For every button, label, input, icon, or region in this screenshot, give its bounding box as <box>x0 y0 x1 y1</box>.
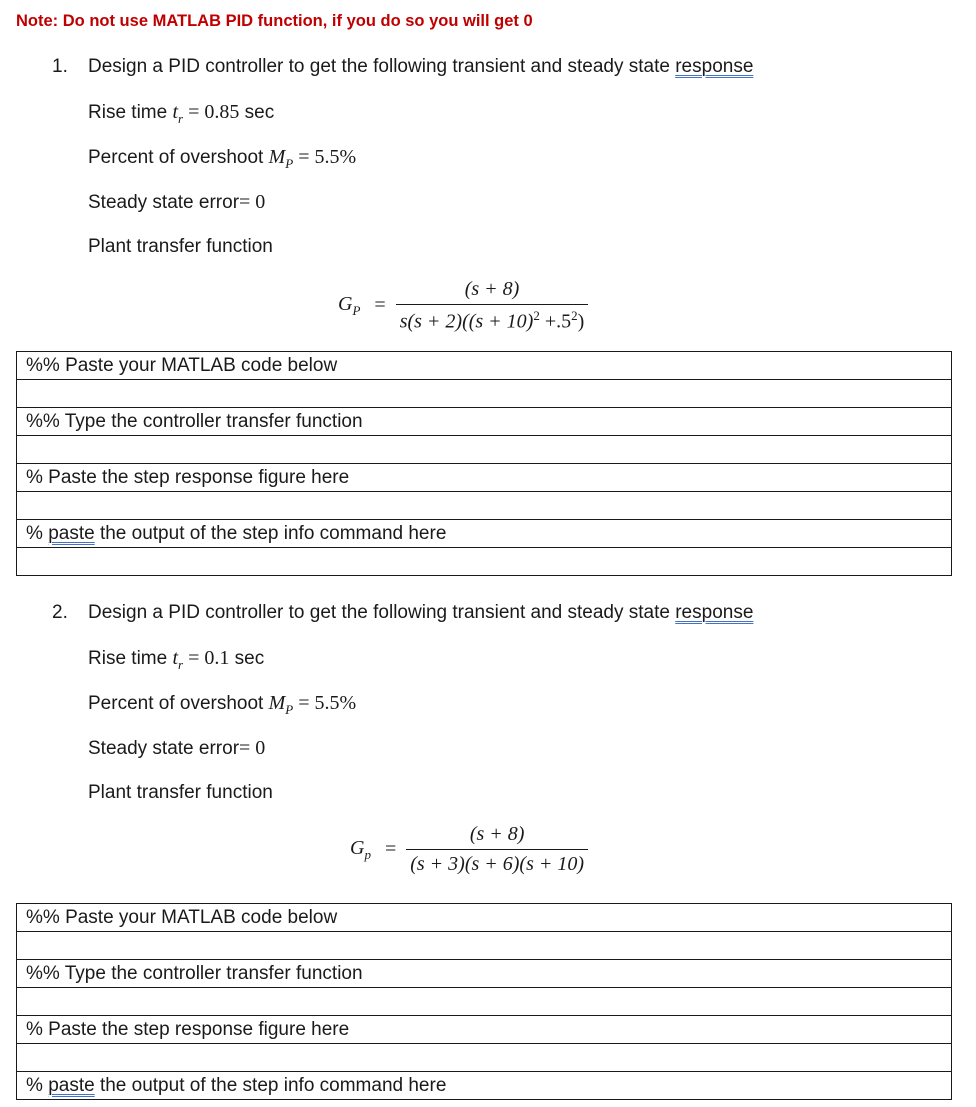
table-row <box>17 904 952 932</box>
table-row <box>17 520 952 548</box>
q1-controller-tf-cell[interactable] <box>17 436 952 464</box>
q1-steady-state-error <box>88 191 265 214</box>
q2-sse-value: = 0 <box>239 737 266 759</box>
table-row <box>17 1044 952 1072</box>
question-2-prompt <box>88 602 753 624</box>
question-1-prompt-main: Design a PID controller to get the following transient and steady state <box>88 56 670 77</box>
q1-tf-equals: = <box>374 294 386 317</box>
q2-overshoot-math: $M_P = 5.5\%$ <box>268 692 357 717</box>
q1-rise-time-label: Rise time <box>88 102 168 123</box>
table-row <box>17 352 952 380</box>
q1-plant-label: Plant transfer function <box>88 236 273 257</box>
q1-controller-tf-header: %% Type the controller transfer function <box>17 408 952 436</box>
table-row <box>17 988 952 1016</box>
warning-note: Note: Do not use MATLAB PID function, if you do so you will get 0 <box>16 12 533 30</box>
q2-rise-time-math: $t_r = 0.1$ <box>172 647 230 672</box>
question-2-prompt-main: Design a PID controller to get the following transient and steady state <box>88 602 670 623</box>
q2-rise-time-unit: sec <box>234 648 265 669</box>
q2-rise-time-label: Rise time <box>88 648 168 669</box>
q2-matlab-code-cell[interactable] <box>17 932 952 960</box>
q1-overshoot-math: $M_P = 5.5\%$ <box>268 146 357 171</box>
q1-step-figure-cell[interactable] <box>17 492 952 520</box>
table-row <box>17 1072 952 1100</box>
q1-tf-fraction <box>396 278 589 334</box>
q2-stepinfo-header: % paste the output of the step info command here <box>17 1072 952 1100</box>
q1-transfer-function <box>338 278 588 334</box>
table-row <box>17 464 952 492</box>
question-2-number: 2. <box>52 602 68 623</box>
table-row <box>17 960 952 988</box>
question-1-prompt-last-word: response <box>675 56 754 77</box>
q1-overshoot <box>88 146 356 172</box>
q2-transfer-function <box>350 823 588 876</box>
q2-overshoot-label: Percent of overshoot <box>88 693 264 714</box>
q1-overshoot-label: Percent of overshoot <box>88 147 264 168</box>
q1-rise-time <box>88 101 274 127</box>
q2-tf-numerator: (s + 8) <box>469 823 525 845</box>
q2-tf-fraction <box>406 823 588 876</box>
question-2-prompt-last-word: response <box>675 602 754 623</box>
q2-tf-denominator: (s + 3)(s + 6)(s + 10) <box>406 849 588 876</box>
q1-tf-numerator: (s + 8) <box>464 278 520 300</box>
q1-matlab-code-header: %% Paste your MATLAB code below <box>17 352 952 380</box>
table-row <box>17 380 952 408</box>
q1-answer-table <box>16 351 952 576</box>
table-row <box>17 436 952 464</box>
question-1-number: 1. <box>52 56 68 77</box>
q2-sse-label: Steady state error <box>88 738 240 759</box>
q2-overshoot <box>88 692 356 718</box>
q1-rise-time-math: $t_r = 0.85$ <box>172 101 240 126</box>
q1-stepinfo-header: % paste the output of the step info command here <box>17 520 952 548</box>
question-1-prompt <box>88 56 753 78</box>
q2-controller-tf-cell[interactable] <box>17 988 952 1016</box>
q2-matlab-code-header: %% Paste your MATLAB code below <box>17 904 952 932</box>
q2-rise-time <box>88 647 264 673</box>
q1-tf-symbol: $G_P$ <box>338 292 361 318</box>
table-row <box>17 492 952 520</box>
table-row <box>17 932 952 960</box>
q2-plant-label: Plant transfer function <box>88 782 273 803</box>
q2-tf-symbol: $G_p$ <box>350 836 371 862</box>
q2-steady-state-error <box>88 737 265 760</box>
q2-step-figure-header: % Paste the step response figure here <box>17 1016 952 1044</box>
q2-tf-equals: = <box>384 838 397 860</box>
table-row <box>17 1016 952 1044</box>
q2-step-figure-cell[interactable] <box>17 1044 952 1072</box>
q1-tf-denominator: $s(s + 2)((s + 10)^2 +.5^2)$ <box>396 304 589 334</box>
table-row <box>17 548 952 576</box>
q1-rise-time-unit: sec <box>244 102 275 123</box>
q2-controller-tf-header: %% Type the controller transfer function <box>17 960 952 988</box>
q2-answer-table <box>16 903 952 1100</box>
q1-sse-label: Steady state error <box>88 192 240 213</box>
table-row <box>17 408 952 436</box>
q1-sse-value: = 0 <box>239 191 266 213</box>
q1-matlab-code-cell[interactable] <box>17 380 952 408</box>
q1-stepinfo-cell[interactable] <box>17 548 952 576</box>
q1-step-figure-header: % Paste the step response figure here <box>17 464 952 492</box>
